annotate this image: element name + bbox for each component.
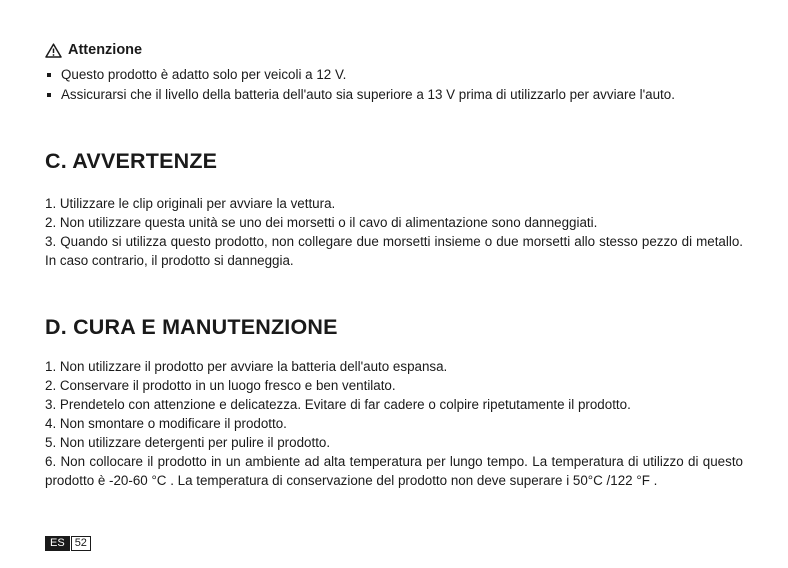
list-item: 2. Conservare il prodotto in un luogo fresco e ben ventilato.: [45, 378, 396, 393]
section-title-avvertenze: C. AVVERTENZE: [45, 149, 218, 173]
page-footer: [45, 536, 91, 551]
section-title-cura-manutenzione: D. CURA E MANUTENZIONE: [45, 315, 338, 339]
list-item: 1. Non utilizzare il prodotto per avviare la batteria dell'auto espansa.: [45, 359, 448, 374]
list-item: 6. Non collocare il prodotto in un ambiente ad alta temperatura per lungo tempo. La temperatura di utilizzo di questo prodotto è -20-60 °C . La temperatura di conservazione del prodotto non deve superare i 50°C /122 °F .: [45, 454, 743, 488]
warning-triangle-icon: [45, 43, 62, 58]
language-badge: ES: [45, 536, 70, 551]
page-number: 52: [71, 536, 91, 551]
bullet-square-icon: [47, 93, 51, 97]
bullet-square-icon: [47, 73, 51, 77]
list-item: Questo prodotto è adatto solo per veicoli a 12 V.: [47, 65, 675, 85]
list-item: 2. Non utilizzare questa unità se uno dei morsetti o il cavo di alimentazione sono danneggiati.: [45, 215, 598, 230]
attention-bullet-list: [47, 65, 675, 105]
list-item: 3. Quando si utilizza questo prodotto, non collegare due morsetti insieme o due morsetti allo stesso pezzo di metallo. In caso contrario, il prodotto si danneggia.: [45, 234, 743, 268]
attention-title: Attenzione: [68, 42, 143, 58]
list-item: 5. Non utilizzare detergenti per pulire il prodotto.: [45, 435, 331, 450]
list-item: 4. Non smontare o modificare il prodotto.: [45, 416, 287, 431]
avvertenze-list: [45, 194, 743, 270]
list-item: Assicurarsi che il livello della batteria dell'auto sia superiore a 13 V prima di utilizzarlo per avviare l'auto.: [47, 85, 675, 105]
cura-manutenzione-list: [45, 357, 743, 490]
list-item: 3. Prendetelo con attenzione e delicatezza. Evitare di far cadere o colpire ripetutamente il prodotto.: [45, 397, 631, 412]
list-item: 1. Utilizzare le clip originali per avviare la vettura.: [45, 196, 336, 211]
attention-heading: [45, 42, 142, 58]
